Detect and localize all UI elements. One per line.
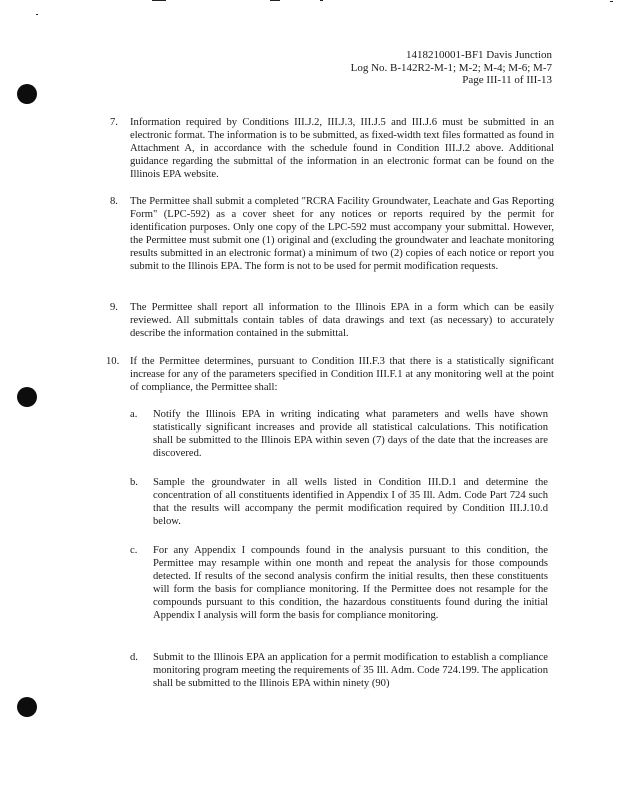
- punch-hole-top: [17, 84, 37, 104]
- header-permit-id: 1418210001-BF1 Davis Junction: [405, 49, 552, 61]
- item-text: The Permittee shall report all information to the Illinois EPA in a form which can be easily reviewed. All submittals contain tables of data drawings and text (as necessary) to accurately describe the information contained in the submittal.: [130, 302, 554, 339]
- subitem-text: For any Appendix I compounds found in the analysis pursuant to this condition, the Permittee may resample within one month and repeat the analysis for those compounds detected. If results of the second analysis confirm the initial results, then these constituents will form the basis for compliance monitoring. If the Permittee does not resample for the compounds pursuant to this condition, the hazardous constituents found during the initial Appendix I analysis will form the basis for compliance monitoring.: [153, 545, 548, 621]
- item-number: 9.: [110, 302, 118, 313]
- item-text: Information required by Conditions III.J.2, III.J.3, III.J.5 and III.J.6 must be submitted in an electronic format. The information is to be submitted, as fixed-width text files formatted as found in Attachment A, in accordance with the schedule found in Condition III.J.2 above. Additional guidance regarding the submittal of the information in an electronic format can be found on the Illinois EPA website.: [130, 117, 554, 180]
- subitem-text: Submit to the Illinois EPA an application for a permit modification to establish a compliance monitoring program meeting the requirements of 35 Ill. Adm. Code 724.199. The application shall be submitted to the Illinois EPA within ninety (90): [153, 652, 548, 689]
- header-log-number: Log No. B-142R2-M-1; M-2; M-4; M-6; M-7: [350, 61, 552, 74]
- scan-speck: [152, 0, 166, 1]
- subitem-text: Notify the Illinois EPA in writing indicating what parameters and wells have shown statistically significant increases and provide all statistical calculations. This notification shall be submitted to the Illinois EPA within seven (7) days of the date that the increases are discovered.: [153, 409, 548, 459]
- subitem-letter: a.: [130, 409, 138, 420]
- scan-speck: [36, 14, 38, 15]
- subitem-letter: c.: [130, 545, 138, 556]
- subitem-letter: d.: [130, 652, 138, 663]
- subitem-text: Sample the groundwater in all wells listed in Condition III.D.1 and determine the concentration of all constituents identified in Appendix I of 35 Ill. Adm. Code Part 724 such that the results will accompany the permit modification required by Condition III.J.10.d below.: [153, 477, 548, 527]
- header-page-number: Page III-11 of III-13: [462, 74, 552, 86]
- page-header: [351, 49, 552, 87]
- subitem-letter: b.: [130, 477, 138, 488]
- scan-speck: [270, 0, 280, 1]
- item-number: 8.: [110, 196, 118, 207]
- punch-hole-bottom: [17, 697, 37, 717]
- item-number: 7.: [110, 117, 118, 128]
- punch-hole-middle: [17, 387, 37, 407]
- item-text: If the Permittee determines, pursuant to Condition III.F.3 that there is a statistically significant increase for any of the parameters specified in Condition III.F.1 at any monitoring well at the point of compliance, the Permittee shall:: [130, 356, 554, 393]
- scan-speck: [610, 1, 613, 2]
- item-text: The Permittee shall submit a completed "RCRA Facility Groundwater, Leachate and Gas Reporting Form" (LPC-592) as a cover sheet for any notices or reports required by the permit for identification purposes. Only one copy of the LPC-592 must accompany your submittal. However, the Permittee must submit one (1) original and (excluding the groundwater and leachate monitoring results submitted in an electronic format) a minimum of two (2) copies of each notice or report you submit to the Illinois EPA. The form is not to be used for permit modification requests.: [130, 196, 554, 272]
- item-number: 10.: [106, 356, 120, 367]
- scan-speck: [320, 0, 323, 1]
